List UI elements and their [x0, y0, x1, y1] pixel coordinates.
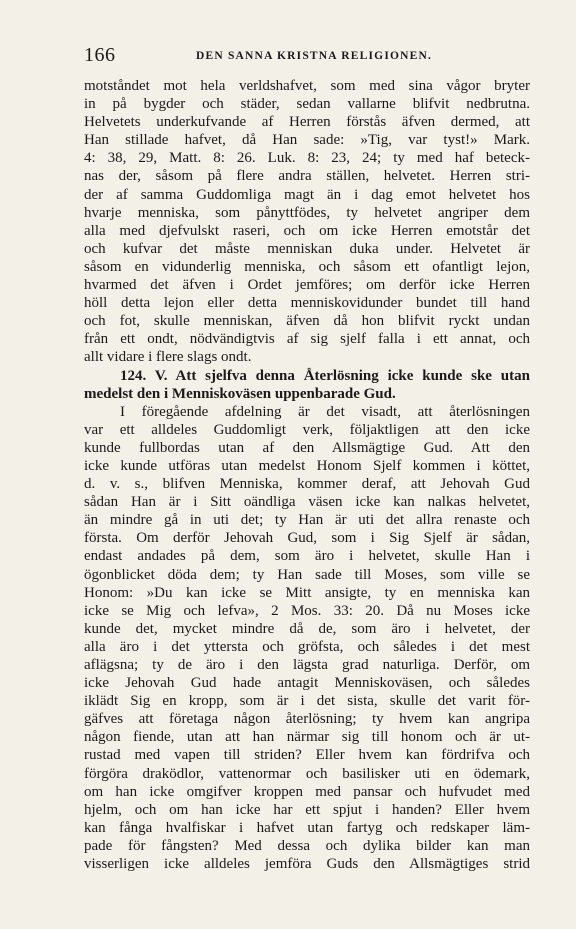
- text-line: kunde fullbordas utan af den Allsmägtige Gud. Att den: [84, 439, 530, 456]
- text-line: icke Jehovah Gud hade antagit Menniskoväsen, och således: [84, 675, 530, 692]
- text-line: gäfves att företaga någon återlösning; ty hvem kan angripa: [84, 711, 530, 728]
- text-line: icke kunde utföras utan medelst Honom Sjelf kommen i köttet,: [84, 457, 530, 474]
- text-line: ögonblicket döda dem; ty Han sade till Moses, som ville se: [84, 566, 530, 583]
- text-line: var ett alldeles Guddomligt verk, följaktligen att den icke: [84, 421, 530, 438]
- text-line: icke se Mig och lefva», 2 Mos. 33: 20. Då nu Moses icke: [84, 602, 530, 619]
- text-line: aflägsna; ty de äro i den lägsta grad naturliga. Derför, om: [84, 657, 530, 673]
- text-line: Helvetets underkufvande af Herren förstås äfven dermed, att: [84, 114, 530, 131]
- text-line: Honom: »Du kan icke se Mitt ansigte, ty en menniska kan: [84, 584, 530, 601]
- text-line: hjelm, och om han icke har ett spjut i handen? Eller hvem: [84, 801, 530, 818]
- text-line: än mindre gå in uti det; ty Han är uti det allra renaste och: [84, 512, 530, 529]
- text-line: d. v. s., blifven Menniska, kommer deraf, att Jehovah Gud: [84, 476, 530, 493]
- text-line: hvarje menniska, som pånyttfödes, ty helvetet angriper dem: [84, 204, 530, 221]
- text-line: I föregående afdelning är det visadt, att återlösningen: [120, 403, 530, 420]
- text-line: visserligen icke alldeles jemföra Guds den Allsmägtiges strid: [84, 856, 530, 873]
- text-line: medelst den i Menniskoväsen uppenbarade Gud.: [84, 385, 396, 402]
- text-line: 4: 38, 29, Matt. 8: 26. Luk. 8: 23, 24; ty med haf beteck-: [84, 150, 530, 167]
- text-line: höll detta lejon eller detta menniskovidunder bundet till hand: [84, 295, 530, 312]
- text-line: och fot, skulle menniskan, äfven då hon blifvit ryckt undan: [84, 313, 530, 330]
- text-line: endast andades på dem, som äro i helvetet, skulle Han i: [84, 548, 530, 565]
- running-head: DEN SANNA KRISTNA RELIGIONEN.: [196, 50, 433, 62]
- page-number: 166: [84, 44, 116, 66]
- text-line: såsom en vidunderlig menniska, och såsom ett ofantligt lejon,: [84, 258, 530, 275]
- text-line: sådan Han är i Sitt oändliga väsen icke kan nalkas helvetet,: [84, 494, 530, 511]
- text-line: kan fånga hvalfiskar i hafvet utan fartyg och redskaper läm-: [84, 819, 530, 836]
- text-line: motståndet mot hela verldshafvet, som med sina vågor bryter: [84, 78, 530, 94]
- text-line: der af samma Guddomliga magt än i dag emot helvetet hos: [84, 186, 530, 203]
- section-heading-line: 124. V. Att sjelfva denna Återlösning icke kunde ske utan: [120, 367, 530, 384]
- text-line: någon fiende, utan att han närmar sig till honom och är ut-: [84, 729, 530, 746]
- text-line: allt vidare i flere slags ondt.: [84, 349, 252, 366]
- text-line: och kufvar det måste menniskan duka under. Helvetet är: [84, 240, 530, 257]
- text-line: rustad med vapen till striden? Eller hvem kan fördrifva och: [84, 747, 530, 764]
- text-line: om han icke omgifver kroppen med pansar och hufvudet med: [84, 783, 530, 800]
- text-line: alla äro i det yttersta och gröfsta, och således i det mest: [84, 638, 530, 655]
- text-line: hvarmed det äfven i Ordet jemföres; om derför icke Herren: [84, 277, 530, 294]
- text-line: pade för fångsten? Med dessa och dylika bilder kan man: [84, 837, 530, 854]
- text-line: alla med djefvulskt raseri, och om icke Herren emotstår det: [84, 222, 530, 239]
- text-line: förgöra draködlor, vattenormar och basilisker uti en ödemark,: [84, 765, 530, 782]
- body-text: [84, 77, 530, 873]
- text-line: första. Om derför Jehovah Gud, som i Sig Sjelf är sådan,: [84, 530, 530, 547]
- text-line: iklädt Sig en kropp, som är i det sista, skulle det varit för-: [84, 693, 530, 710]
- text-line: från ett ondt, nödvändigtvis af sig sjelf falla i ett annat, och: [84, 331, 530, 348]
- text-line: in på bygder och städer, sedan vallarne blifvit nedbrutna.: [84, 96, 530, 113]
- page-header: [84, 44, 530, 66]
- text-line: kunde det, mycket mindre då de, som äro i helvetet, der: [84, 620, 530, 637]
- text-line: nas der, såsom på flere andra ställen, helvetet. Herren stri-: [84, 168, 530, 185]
- text-line: Han stillade hafvet, då Han sade: »Tig, var tyst!» Mark.: [84, 132, 530, 149]
